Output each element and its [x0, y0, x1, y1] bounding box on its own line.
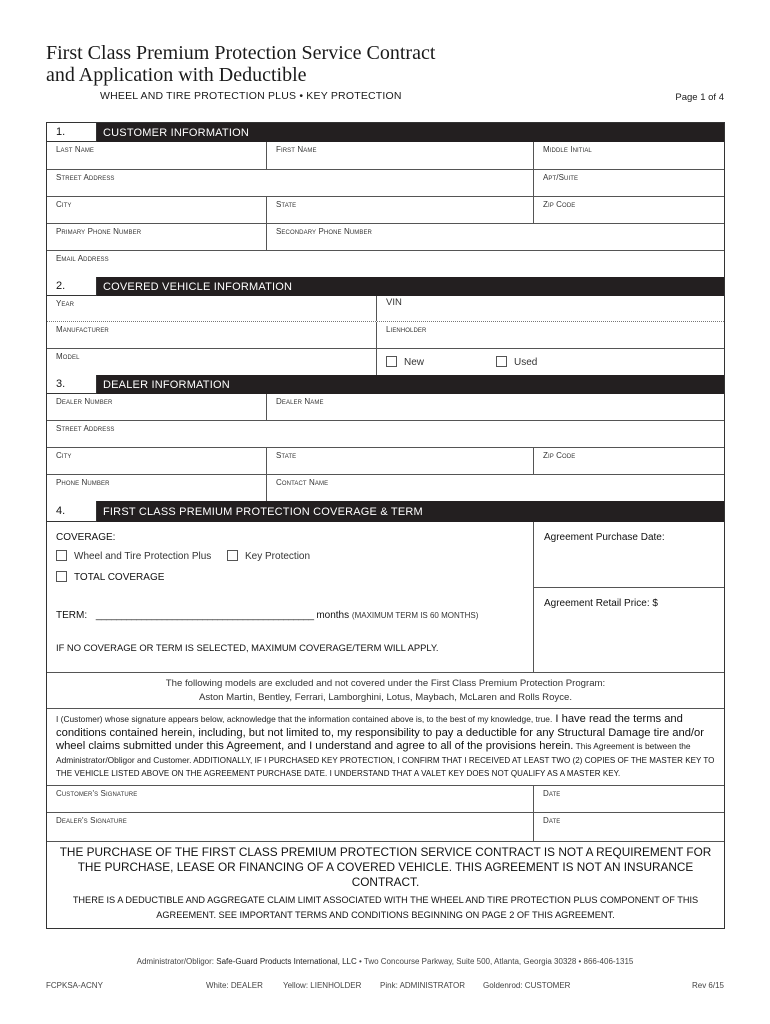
admin-company: Safe-Guard Products International, LLC [216, 957, 357, 966]
coverage-term-block [47, 522, 724, 672]
apt-suite-field[interactable]: Apt/Suite [533, 170, 724, 196]
not-required-notice: THE PURCHASE OF THE FIRST CLASS PREMIUM PROTECTION SERVICE CONTRACT IS NOT A REQUIREMENT FOR THE PURCHASE, LEASE OR FINANCING OF A COVERED VEHICLE. THIS AGREEMENT IS NOT AN INSURANCE CONTRACT. [59, 844, 712, 889]
dealer-phone-row [47, 474, 724, 501]
customer-acknowledgement [47, 708, 724, 785]
dealer-street-address-field[interactable]: Street Address [56, 424, 115, 433]
form-code: FCPKSA-ACNY [46, 981, 103, 990]
customer-name-row [47, 142, 724, 169]
lienholder-field[interactable]: Lienholder [376, 322, 724, 348]
section-4-title: FIRST CLASS PREMIUM PROTECTION COVERAGE & TERM [103, 505, 423, 518]
coverage-label: COVERAGE: [56, 532, 116, 543]
copy-yellow: Yellow: LIENHOLDER [283, 981, 362, 990]
dealer-signature-field[interactable]: Dealer's Signature [56, 815, 127, 825]
document-subtitle: WHEEL AND TIRE PROTECTION PLUS • KEY PROTECTION [100, 90, 402, 102]
customer-address-row [47, 169, 724, 196]
dealer-date-field[interactable]: Date [533, 813, 724, 841]
section-2-title: COVERED VEHICLE INFORMATION [103, 280, 293, 293]
excluded-models-notice [47, 672, 724, 708]
copy-pink: Pink: ADMINISTRATOR [380, 981, 466, 990]
dealer-zip-field[interactable]: Zip Code [533, 448, 724, 474]
email-field[interactable]: Email Address [56, 254, 109, 263]
secondary-phone-field[interactable]: Secondary Phone Number [266, 224, 724, 250]
total-coverage-checkbox[interactable] [56, 571, 67, 582]
dealer-number-row [47, 394, 724, 420]
zip-code-field[interactable]: Zip Code [533, 197, 724, 223]
title-line-2: and Application with Deductible [46, 64, 307, 86]
dealer-phone-field[interactable]: Phone Number [56, 478, 110, 487]
ack-intro: I (Customer) whose signature appears below, acknowledge that the information contained above is, to the best of my knowledge, true. [56, 714, 553, 724]
revision: Rev 6/15 [691, 981, 724, 990]
admin-prefix: Administrator/Obligor: [136, 957, 217, 966]
vehicle-year-row [47, 296, 724, 321]
legal-notice [47, 841, 724, 928]
purchase-date-field[interactable]: Agreement Purchase Date: [534, 522, 724, 588]
ack-key-confirmation: ADDITIONALLY, IF I PURCHASED KEY PROTECTION, I CONFIRM THAT I RECEIVED AT LEAST TWO (2) COPIES OF THE MASTER KEY TO THE VEHICLE LISTED ABOVE ON THE AGREEMENT PURCHASE DATE. I UNDERSTAND THAT A VALET KEY DOES NOT QUALIFY AS A MASTER KEY. [56, 755, 715, 779]
ack-parties: This Agreement is between the Administrator/Obligor and Customer. [56, 741, 691, 765]
vin-field[interactable]: VIN [376, 296, 724, 321]
page-number: Page 1 of 4 [675, 92, 724, 103]
months-label: months [316, 610, 350, 621]
manufacturer-field[interactable]: Manufacturer [56, 325, 109, 334]
term-input[interactable]: ___________________________________________ [95, 610, 314, 621]
dealer-name-field[interactable]: Dealer Name [266, 394, 724, 420]
new-label: New [404, 357, 425, 368]
model-field[interactable]: Model [56, 352, 80, 361]
document-title [46, 42, 435, 86]
contact-name-field[interactable]: Contact Name [266, 475, 724, 501]
admin-address: • Two Concourse Parkway, Suite 500, Atlanta, Georgia 30328 • 866-406-1315 [356, 957, 634, 966]
new-option[interactable] [386, 356, 424, 368]
dealer-city-field[interactable]: City [56, 451, 72, 460]
administrator-line [0, 957, 770, 966]
key-protection-label: Key Protection [245, 551, 311, 562]
used-checkbox[interactable] [496, 356, 507, 367]
dealer-state-field[interactable]: State [266, 448, 533, 474]
term-label: TERM: [56, 610, 88, 621]
section-4-header [47, 501, 724, 522]
customer-signature-row [47, 785, 724, 812]
section-1-number: 1. [47, 123, 97, 142]
coverage-left-column [47, 522, 533, 672]
wheel-tire-label: Wheel and Tire Protection Plus [74, 551, 212, 562]
contract-form [46, 122, 725, 929]
copy-white: White: DEALER [206, 981, 263, 990]
max-term-note: (MAXIMUM TERM IS 60 MONTHS) [351, 611, 479, 620]
coverage-right-column [533, 522, 724, 672]
section-3-title: DEALER INFORMATION [103, 378, 230, 391]
last-name-field[interactable]: Last Name [56, 145, 95, 154]
deductible-notice: THERE IS A DEDUCTIBLE AND AGGREGATE CLAIM LIMIT ASSOCIATED WITH THE WHEEL AND TIRE PROTECTION PLUS COMPONENT OF THIS AGREEMENT. SEE IMPORTANT TERMS AND CONDITIONS BEGINNING ON PAGE 2 OF THIS AGREEMENT. [72, 894, 699, 920]
wheel-tire-checkbox[interactable] [56, 550, 67, 561]
customer-city-row [47, 196, 724, 223]
section-1-header [47, 123, 724, 142]
new-checkbox[interactable] [386, 356, 397, 367]
used-label: Used [514, 357, 538, 368]
total-coverage-option[interactable] [56, 571, 164, 583]
term-line [56, 610, 478, 621]
section-4-number: 4. [47, 501, 97, 522]
dealer-signature-row [47, 812, 724, 841]
wheel-tire-option[interactable] [56, 550, 211, 562]
copy-goldenrod: Goldenrod: CUSTOMER [483, 981, 571, 990]
section-3-header [47, 375, 724, 394]
dealer-address-row [47, 420, 724, 447]
excluded-line-1: The following models are excluded and not covered under the First Class Premium Protection Program: [165, 678, 606, 689]
new-used-cell [376, 349, 724, 375]
customer-date-field[interactable]: Date [533, 786, 724, 812]
used-option[interactable] [496, 356, 537, 368]
default-coverage-note: IF NO COVERAGE OR TERM IS SELECTED, MAXIMUM COVERAGE/TERM WILL APPLY. [56, 642, 439, 653]
key-protection-option[interactable] [227, 550, 310, 562]
dealer-city-row [47, 447, 724, 474]
section-2-number: 2. [47, 277, 97, 296]
excluded-line-2: Aston Martin, Bentley, Ferrari, Lamborghini, Lotus, Maybach, McLaren and Rolls Royce. [198, 692, 573, 703]
street-address-field[interactable]: Street Address [56, 173, 115, 182]
middle-initial-field[interactable]: Middle Initial [533, 142, 724, 169]
ack-terms: I have read the terms and conditions contained herein, including, but not limited to, my responsibility to pay a deductible for any Structural Damage tire and/or wheel claims submitted under this Agreement, and I understand and agree to all of the provisions herein. [56, 713, 704, 753]
dealer-number-field[interactable]: Dealer Number [56, 397, 113, 406]
vehicle-model-row [47, 348, 724, 375]
section-2-header [47, 277, 724, 296]
customer-phone-row [47, 223, 724, 250]
section-1-title: CUSTOMER INFORMATION [103, 126, 249, 139]
state-field[interactable]: State [266, 197, 533, 223]
year-field[interactable]: Year [56, 299, 75, 308]
city-field[interactable]: City [56, 200, 72, 209]
customer-email-row [47, 250, 724, 277]
primary-phone-field[interactable]: Primary Phone Number [56, 227, 142, 236]
key-protection-checkbox[interactable] [227, 550, 238, 561]
customer-signature-field[interactable]: Customer's Signature [56, 788, 138, 798]
total-coverage-label: TOTAL COVERAGE [74, 572, 165, 583]
section-3-number: 3. [47, 375, 97, 394]
first-name-field[interactable]: First Name [266, 142, 533, 169]
retail-price-field[interactable]: Agreement Retail Price: $ [544, 598, 658, 609]
title-line-1: First Class Premium Protection Service Contract [46, 42, 436, 64]
vehicle-manufacturer-row [47, 321, 724, 348]
